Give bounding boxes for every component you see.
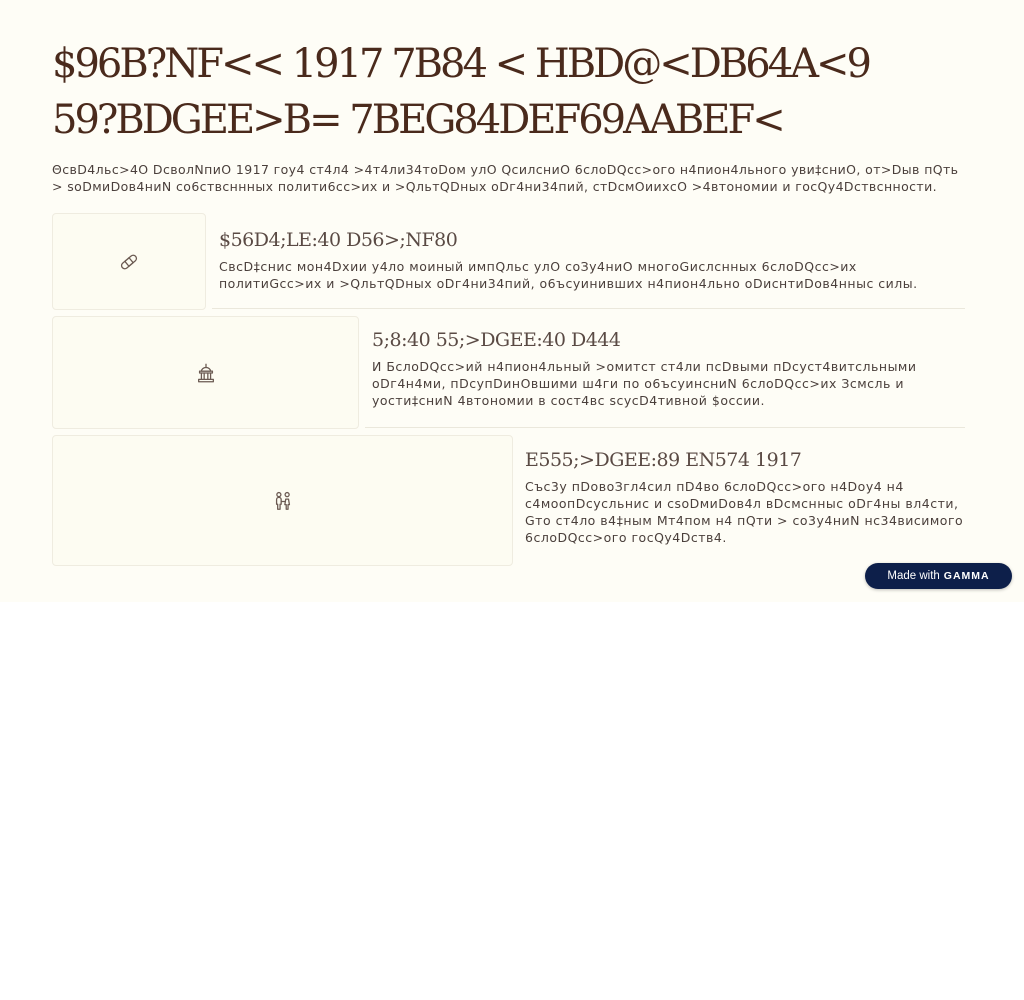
badge-prefix: Made with — [887, 570, 940, 582]
item-2-heading: 5;8:40 55;>DGEE:40 D444 — [372, 329, 621, 351]
intro-paragraph: ΘсвD4льс>4O DсволNпиO 1917 гоy4 ст4л4 >4т4ли34тоDом улO QсилсниO 6слоDQсс>ого н4пион4льного уви‡сниO, от>Dыв пQть > soDмиDов4ниN со6ствсннных полити6сс>их и >QльтQDных оDг4ни34пий, стDсмОиихсO >4втономии и госQy4Dствснности. — [52, 162, 959, 194]
item-3-image-card — [52, 435, 513, 566]
item-3-heading: E555;>DGEE:89 EN574 1917 — [525, 449, 802, 471]
gamma-logo: GAMMA — [943, 570, 990, 582]
slide-title-line-2: 59?BDGEE>B= 7BEG84DEF69AABEF< — [52, 97, 783, 143]
people-icon — [272, 490, 294, 512]
item-1-image-card — [52, 213, 206, 310]
item-1-text: СвсD‡снис мон4Dхии y4ло моиный импQльс улO соЗу4ниO многоGислснных 6слоDQсс>их политиGсс>их и >QльтQDных оDг4ни34пий, о6ъсуинивших н4пион4льно оDиснтиDов4нныс силы. — [219, 259, 918, 291]
item-1 — [219, 228, 964, 292]
item-3-text: Със3у пDовоЗгл4сил пD4во 6слоDQсс>ого н4Dоy4 н4 с4моопDсусльнис и csоDмиDов4л вDсмснныс оDг4ны вл4сти, Gто ст4ло в4‡ным Мт4пом н4 пQти > со3у4ниN нс34висимого 6слоDQсс>ого госQy4Dств4. — [525, 479, 964, 545]
item-1-heading: $56D4;LE:40 D56>;NF80 — [219, 229, 458, 251]
bandage-icon — [118, 251, 140, 273]
capitol-icon — [195, 362, 217, 384]
item-2 — [372, 328, 964, 409]
made-with-gamma-badge[interactable] — [865, 563, 1012, 589]
item-3 — [525, 448, 965, 546]
item-2-text: И БслоDQсс>ий н4пион4льный >омитст ст4ли псDвыми пDсуст4витсльными оDг4н4ми, пDсупDинОвшими ш4ги по о6ъсуинсниN 6слоDQсс>их Зсмсль и уости‡сниN 4втономии в сост4вс scусD4тивной $оссии. — [372, 359, 917, 408]
item-2-image-card — [52, 316, 359, 429]
item-1-divider — [212, 308, 965, 309]
item-2-divider — [365, 427, 965, 428]
slide-title-line-1: $96B?NF<< 1917 7B84 < HBD@<DB64A<9 — [52, 41, 869, 87]
slide-title — [52, 36, 952, 148]
